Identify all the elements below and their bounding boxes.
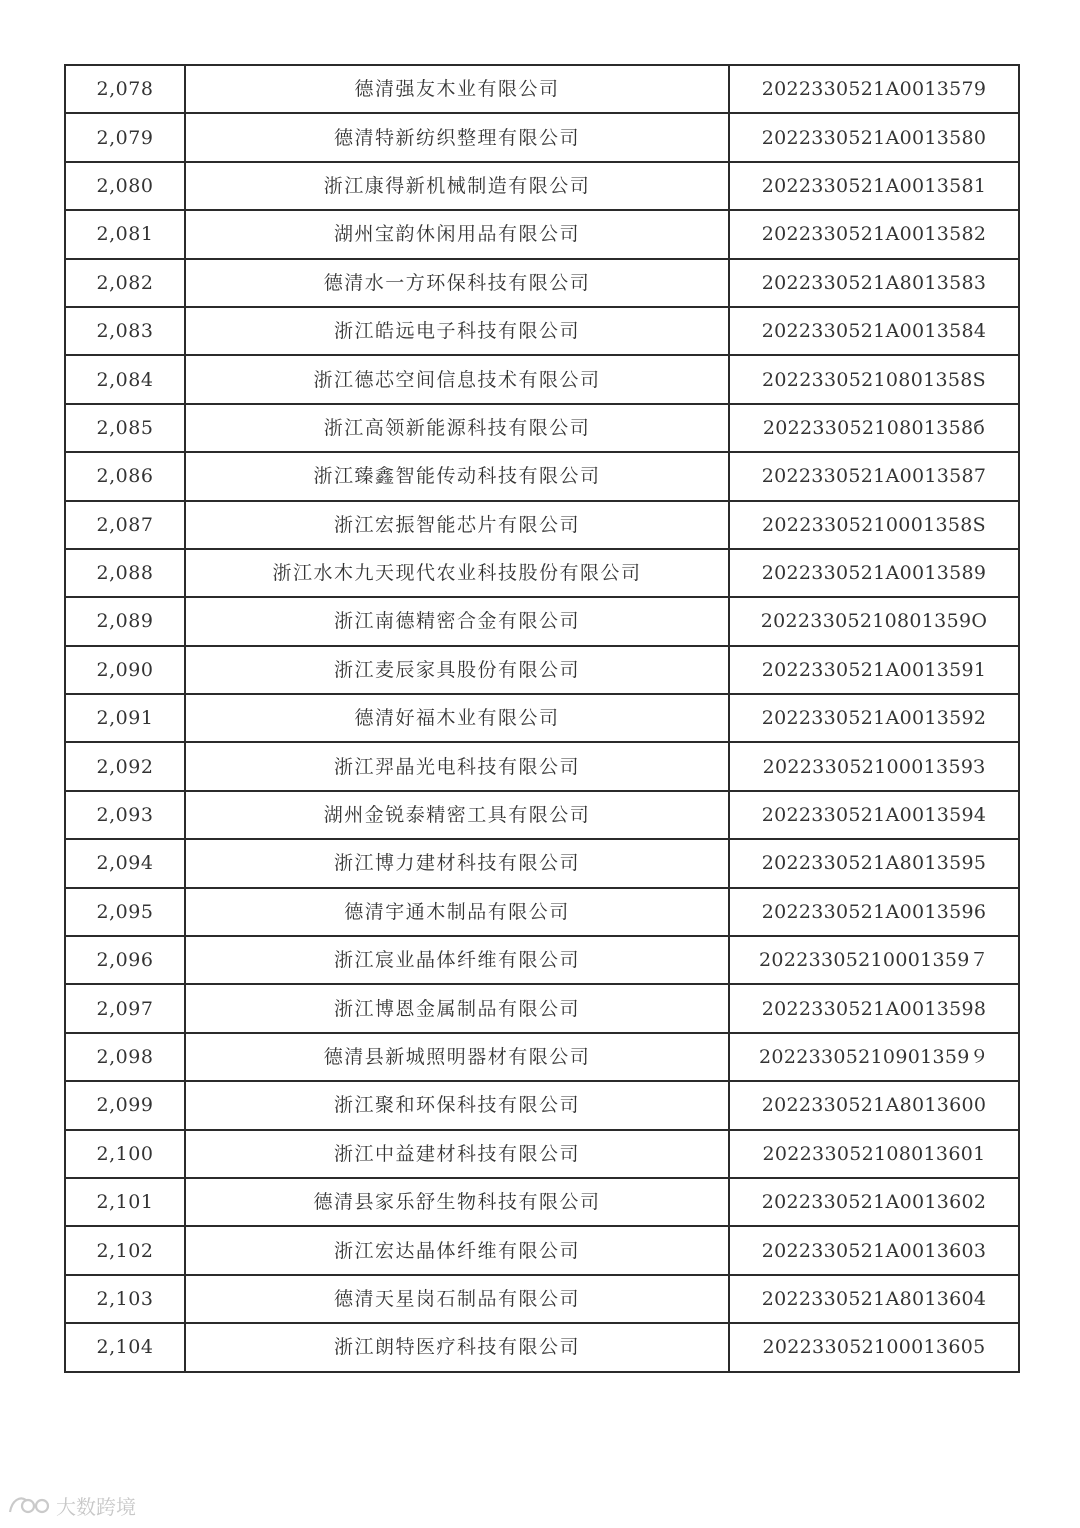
table-row <box>65 1226 1019 1274</box>
registration-code-cell: 202233052108013601 <box>729 1130 1019 1178</box>
company-name-cell: 浙江宏达晶体纤维有限公司 <box>185 1226 729 1274</box>
registration-code-cell: 2022330521A0013584 <box>729 307 1019 355</box>
company-name-cell: 德清县新城照明器材有限公司 <box>185 1033 729 1081</box>
row-index-cell: 2,090 <box>65 646 185 694</box>
row-index-cell: 2,082 <box>65 259 185 307</box>
row-index-cell: 2,093 <box>65 791 185 839</box>
registration-code-cell: 202233052100013605 <box>729 1323 1019 1371</box>
table-row <box>65 984 1019 1032</box>
table-row <box>65 404 1019 452</box>
row-index-cell: 2,078 <box>65 65 185 113</box>
row-index-cell: 2,103 <box>65 1275 185 1323</box>
table-row <box>65 1323 1019 1371</box>
row-index-cell: 2,101 <box>65 1178 185 1226</box>
company-list-table <box>64 64 1020 1373</box>
registration-code-cell: 2022330521A0013579 <box>729 65 1019 113</box>
row-index-cell: 2,081 <box>65 210 185 258</box>
registration-code-cell: 2022330521A8013600 <box>729 1081 1019 1129</box>
table-row <box>65 549 1019 597</box>
row-index-cell: 2,092 <box>65 742 185 790</box>
registration-code-cell: 2022330521A0013580 <box>729 113 1019 161</box>
registration-code-cell: 2022330521A0013603 <box>729 1226 1019 1274</box>
company-name-cell: 湖州金锐泰精密工具有限公司 <box>185 791 729 839</box>
table-row <box>65 936 1019 984</box>
table-row <box>65 1081 1019 1129</box>
company-name-cell: 德清强友木业有限公司 <box>185 65 729 113</box>
company-name-cell: 浙江水木九天现代农业科技股份有限公司 <box>185 549 729 597</box>
registration-code-cell: 2022330521A0013594 <box>729 791 1019 839</box>
registration-code-cell: 2022330521A0013587 <box>729 452 1019 500</box>
row-index-cell: 2,095 <box>65 888 185 936</box>
watermark <box>6 1490 136 1520</box>
registration-code-cell: 2022330521A0013581 <box>729 162 1019 210</box>
table-row <box>65 1178 1019 1226</box>
table-row <box>65 597 1019 645</box>
company-name-cell: 德清好福木业有限公司 <box>185 694 729 742</box>
registration-code-cell: 20223305210001359З <box>729 742 1019 790</box>
registration-code-cell: 2022330521A0013582 <box>729 210 1019 258</box>
logo-icon <box>6 1492 52 1518</box>
table-row <box>65 452 1019 500</box>
company-name-cell: 浙江博力建材科技有限公司 <box>185 839 729 887</box>
company-name-cell: 浙江康得新机械制造有限公司 <box>185 162 729 210</box>
company-name-cell: 浙江德芯空间信息技术有限公司 <box>185 355 729 403</box>
registration-code-cell: 2022330521A8013595 <box>729 839 1019 887</box>
company-name-cell: 浙江羿晶光电科技有限公司 <box>185 742 729 790</box>
table-row <box>65 307 1019 355</box>
table-row <box>65 839 1019 887</box>
row-index-cell: 2,091 <box>65 694 185 742</box>
table-row <box>65 1130 1019 1178</box>
table-body <box>65 65 1019 1372</box>
row-index-cell: 2,102 <box>65 1226 185 1274</box>
company-name-cell: 湖州宝韵休闲用品有限公司 <box>185 210 729 258</box>
company-list-table-wrapper <box>64 64 1016 1373</box>
row-index-cell: 2,097 <box>65 984 185 1032</box>
registration-code-cell: 2022330521A0013589 <box>729 549 1019 597</box>
company-name-cell: 浙江南德精密合金有限公司 <box>185 597 729 645</box>
registration-code-cell: 20223305210801359O <box>729 597 1019 645</box>
table-row <box>65 113 1019 161</box>
company-name-cell: 浙江聚和环保科技有限公司 <box>185 1081 729 1129</box>
company-name-cell: 浙江博恩金属制品有限公司 <box>185 984 729 1032</box>
company-name-cell: 浙江朗特医疗科技有限公司 <box>185 1323 729 1371</box>
table-row <box>65 888 1019 936</box>
table-row <box>65 162 1019 210</box>
company-name-cell: 德清宇通木制品有限公司 <box>185 888 729 936</box>
registration-code-cell: 2022330521A0013598 <box>729 984 1019 1032</box>
row-index-cell: 2,098 <box>65 1033 185 1081</box>
table-row <box>65 1033 1019 1081</box>
registration-code-cell: 20223305210901359９ <box>729 1033 1019 1081</box>
row-index-cell: 2,086 <box>65 452 185 500</box>
row-index-cell: 2,083 <box>65 307 185 355</box>
table-row <box>65 355 1019 403</box>
company-name-cell: 德清县家乐舒生物科技有限公司 <box>185 1178 729 1226</box>
row-index-cell: 2,096 <box>65 936 185 984</box>
company-name-cell: 德清水一方环保科技有限公司 <box>185 259 729 307</box>
row-index-cell: 2,084 <box>65 355 185 403</box>
company-name-cell: 浙江宸业晶体纤维有限公司 <box>185 936 729 984</box>
company-name-cell: 浙江臻鑫智能传动科技有限公司 <box>185 452 729 500</box>
table-row <box>65 501 1019 549</box>
company-name-cell: 德清天星岗石制品有限公司 <box>185 1275 729 1323</box>
table-row <box>65 259 1019 307</box>
registration-code-cell: 2022330521A0013592 <box>729 694 1019 742</box>
table-row <box>65 694 1019 742</box>
row-index-cell: 2,089 <box>65 597 185 645</box>
registration-code-cell: 2022330521A0013591 <box>729 646 1019 694</box>
row-index-cell: 2,100 <box>65 1130 185 1178</box>
table-row <box>65 791 1019 839</box>
registration-code-cell: 20223305210801358б <box>729 404 1019 452</box>
row-index-cell: 2,088 <box>65 549 185 597</box>
row-index-cell: 2,085 <box>65 404 185 452</box>
row-index-cell: 2,079 <box>65 113 185 161</box>
company-name-cell: 浙江宏振智能芯片有限公司 <box>185 501 729 549</box>
registration-code-cell: 20223305210801358S <box>729 355 1019 403</box>
row-index-cell: 2,099 <box>65 1081 185 1129</box>
registration-code-cell: 2022330521A8013604 <box>729 1275 1019 1323</box>
company-name-cell: 浙江麦辰家具股份有限公司 <box>185 646 729 694</box>
company-name-cell: 德清特新纺织整理有限公司 <box>185 113 729 161</box>
table-row <box>65 1275 1019 1323</box>
registration-code-cell: 2022330521A8013583 <box>729 259 1019 307</box>
registration-code-cell: 20223305210001359７ <box>729 936 1019 984</box>
company-name-cell: 浙江高领新能源科技有限公司 <box>185 404 729 452</box>
registration-code-cell: 20223305210001358S <box>729 501 1019 549</box>
registration-code-cell: 2022330521A0013602 <box>729 1178 1019 1226</box>
registration-code-cell: 2022330521A0013596 <box>729 888 1019 936</box>
watermark-text: 大数跨境 <box>56 1494 136 1519</box>
table-row <box>65 742 1019 790</box>
company-name-cell: 浙江中益建材科技有限公司 <box>185 1130 729 1178</box>
table-row <box>65 210 1019 258</box>
company-name-cell: 浙江皓远电子科技有限公司 <box>185 307 729 355</box>
row-index-cell: 2,094 <box>65 839 185 887</box>
table-row <box>65 646 1019 694</box>
row-index-cell: 2,080 <box>65 162 185 210</box>
row-index-cell: 2,087 <box>65 501 185 549</box>
table-row <box>65 65 1019 113</box>
row-index-cell: 2,104 <box>65 1323 185 1371</box>
